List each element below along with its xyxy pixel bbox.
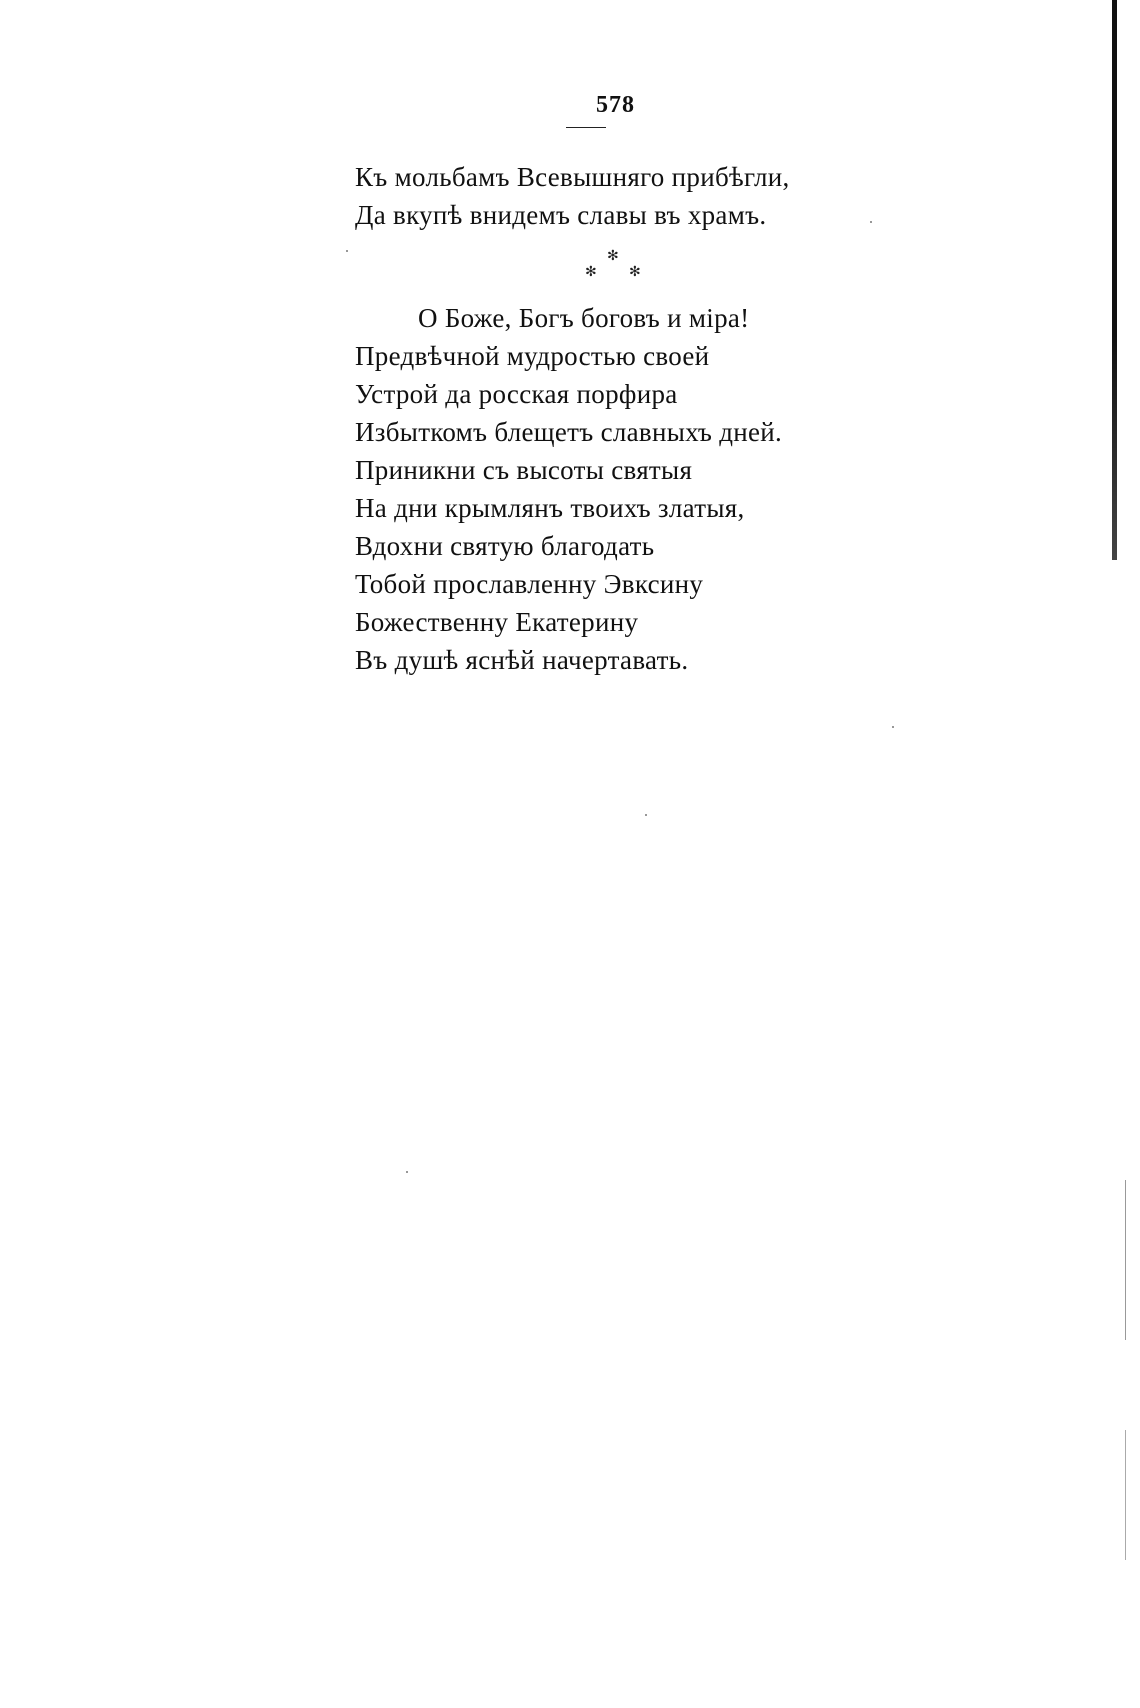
verse-line: Тобой прославленну Эвксину [355, 569, 704, 599]
verse-line: Божественну Екатерину [355, 607, 639, 637]
binding-edge-mark [1125, 1180, 1126, 1340]
scan-speck [346, 250, 348, 252]
verse-line: Предвѣчной мудростью своей [355, 341, 710, 371]
verse-stanza-top [355, 158, 790, 234]
verse-line: Устрой да росская порфира [355, 379, 678, 409]
verse-line: Вдохни святую благодать [355, 531, 655, 561]
binding-edge-mark [1125, 1430, 1126, 1560]
verse-line: Да вкупѣ внидемъ славы въ храмъ. [355, 200, 767, 230]
verse-stanza-main [355, 299, 782, 679]
scan-speck [406, 1171, 408, 1173]
verse-line: Избыткомъ блещетъ славныхъ дней. [355, 417, 783, 447]
binding-edge [1112, 0, 1117, 560]
verse-line: Въ душѣ яснѣй начертавать. [355, 645, 689, 675]
scan-speck [645, 814, 647, 816]
asterisk-icon: ✻ [629, 265, 641, 280]
verse-line: Приникни съ высоты святыя [355, 455, 693, 485]
scan-speck [892, 726, 894, 728]
asterisk-icon: ✻ [607, 249, 619, 264]
verse-line: О Боже, Богъ боговъ и міра! [418, 303, 750, 333]
verse-line: Къ мольбамъ Всевышняго прибѣгли, [355, 162, 790, 192]
page-number-rule [566, 127, 606, 128]
verse-line: На дни крымлянъ твоихъ златыя, [355, 493, 745, 523]
scan-speck [870, 221, 872, 223]
asterisk-icon: ✻ [585, 265, 597, 280]
asterism-separator [585, 250, 645, 284]
page-number: 578 [596, 92, 635, 118]
